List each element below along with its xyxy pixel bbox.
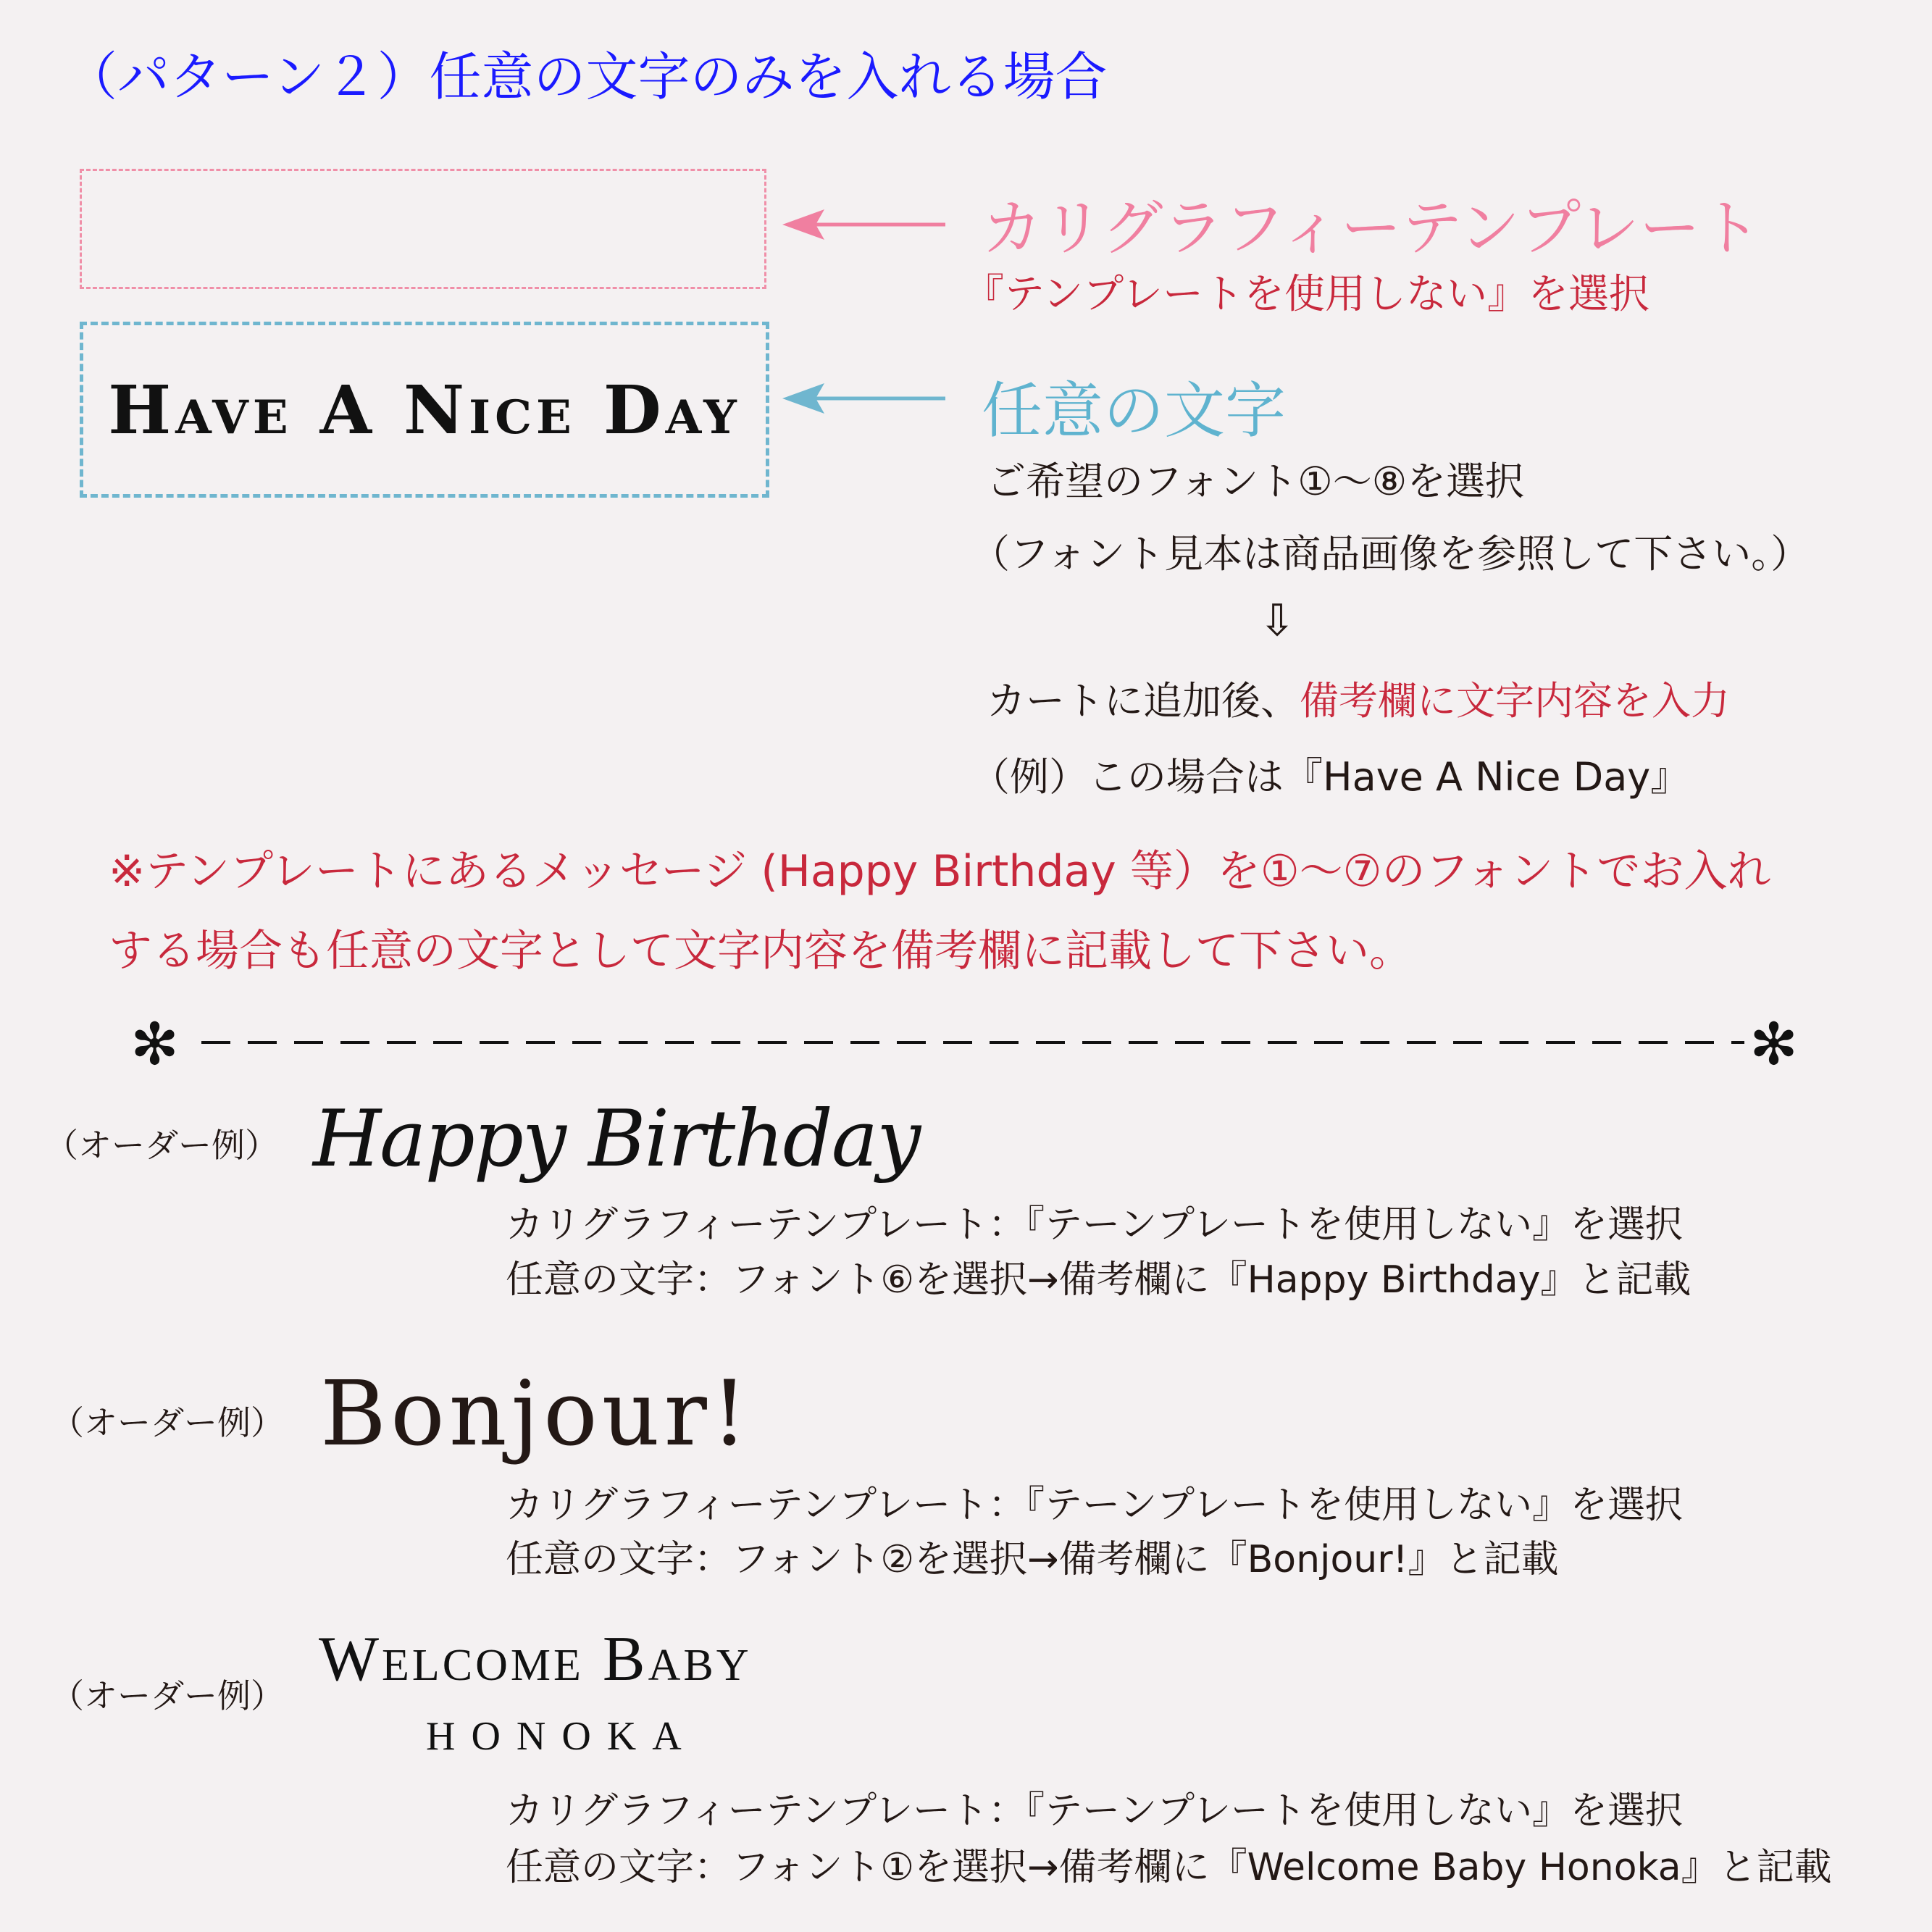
cart-instruction xyxy=(987,670,1730,726)
example-bonjour: Bonjour! xyxy=(320,1362,752,1466)
font-select-instruction: ご希望のフォント①〜⑧を選択 xyxy=(987,459,1525,504)
example-detail-line: カリグラフィーテンプレート：『テーンプレートを使用しない』を選択 xyxy=(506,1203,1684,1247)
divider-star-right-icon: ✻ xyxy=(1749,1011,1799,1078)
page-title: （パターン２）任意の文字のみを入れる場合 xyxy=(65,46,1108,107)
example-detail-line: 任意の文字：フォント⑥を選択→備考欄に『Happy Birthday』と記載 xyxy=(506,1258,1691,1302)
example-note: （例）この場合は『Have A Nice Day』 xyxy=(971,754,1690,800)
example-detail-line: カリグラフィーテンプレート：『テーンプレートを使用しない』を選択 xyxy=(506,1484,1684,1527)
order-example-label: （オーダー例） xyxy=(51,1676,284,1715)
cart-instruction-highlight: 備考欄に文字内容を入力 xyxy=(1300,678,1730,724)
calligraphy-template-label: カリグラフィーテンプレート xyxy=(982,193,1762,264)
example-detail-line: 任意の文字：フォント①を選択→備考欄に『Welcome Baby Honoka』と記載 xyxy=(506,1846,1832,1889)
example-happy-birthday: Happy Birthday xyxy=(313,1094,920,1184)
custom-text-box xyxy=(80,322,769,498)
down-arrow-icon: ⇩ xyxy=(1259,595,1296,646)
example-detail-line: 任意の文字：フォント②を選択→備考欄に『Bonjour!』と記載 xyxy=(506,1538,1559,1581)
calligraphy-instruction: 『テンプレートを使用しない』を選択 xyxy=(963,271,1649,318)
example-welcome-baby: Welcome Baby xyxy=(319,1624,752,1694)
font-sample-note: （フォント見本は商品画像を参照して下さい。） xyxy=(971,531,1810,577)
cart-instruction-prefix: カートに追加後、 xyxy=(987,678,1300,724)
calligraphy-template-box xyxy=(80,169,766,289)
custom-text-label: 任意の文字 xyxy=(982,375,1287,446)
order-example-label: （オーダー例） xyxy=(45,1126,278,1165)
example-honoka: HONOKA xyxy=(426,1714,698,1759)
template-note-line1: ※テンプレートにあるメッセージ (Happy Birthday 等）を①〜⑦のフォントでお入れ xyxy=(109,846,1771,897)
pink-arrow-icon xyxy=(782,206,956,243)
example-detail-line: カリグラフィーテンプレート：『テーンプレートを使用しない』を選択 xyxy=(506,1789,1684,1833)
divider-dashed-line xyxy=(201,1041,1744,1044)
blue-arrow-icon xyxy=(782,380,956,417)
order-example-label: （オーダー例） xyxy=(51,1403,284,1442)
template-note-line2: する場合も任意の文字として文字内容を備考欄に記載して下さい。 xyxy=(109,926,1413,977)
sample-text: Have A Nice Day xyxy=(108,370,741,449)
divider-star-left-icon: ✻ xyxy=(130,1011,180,1078)
